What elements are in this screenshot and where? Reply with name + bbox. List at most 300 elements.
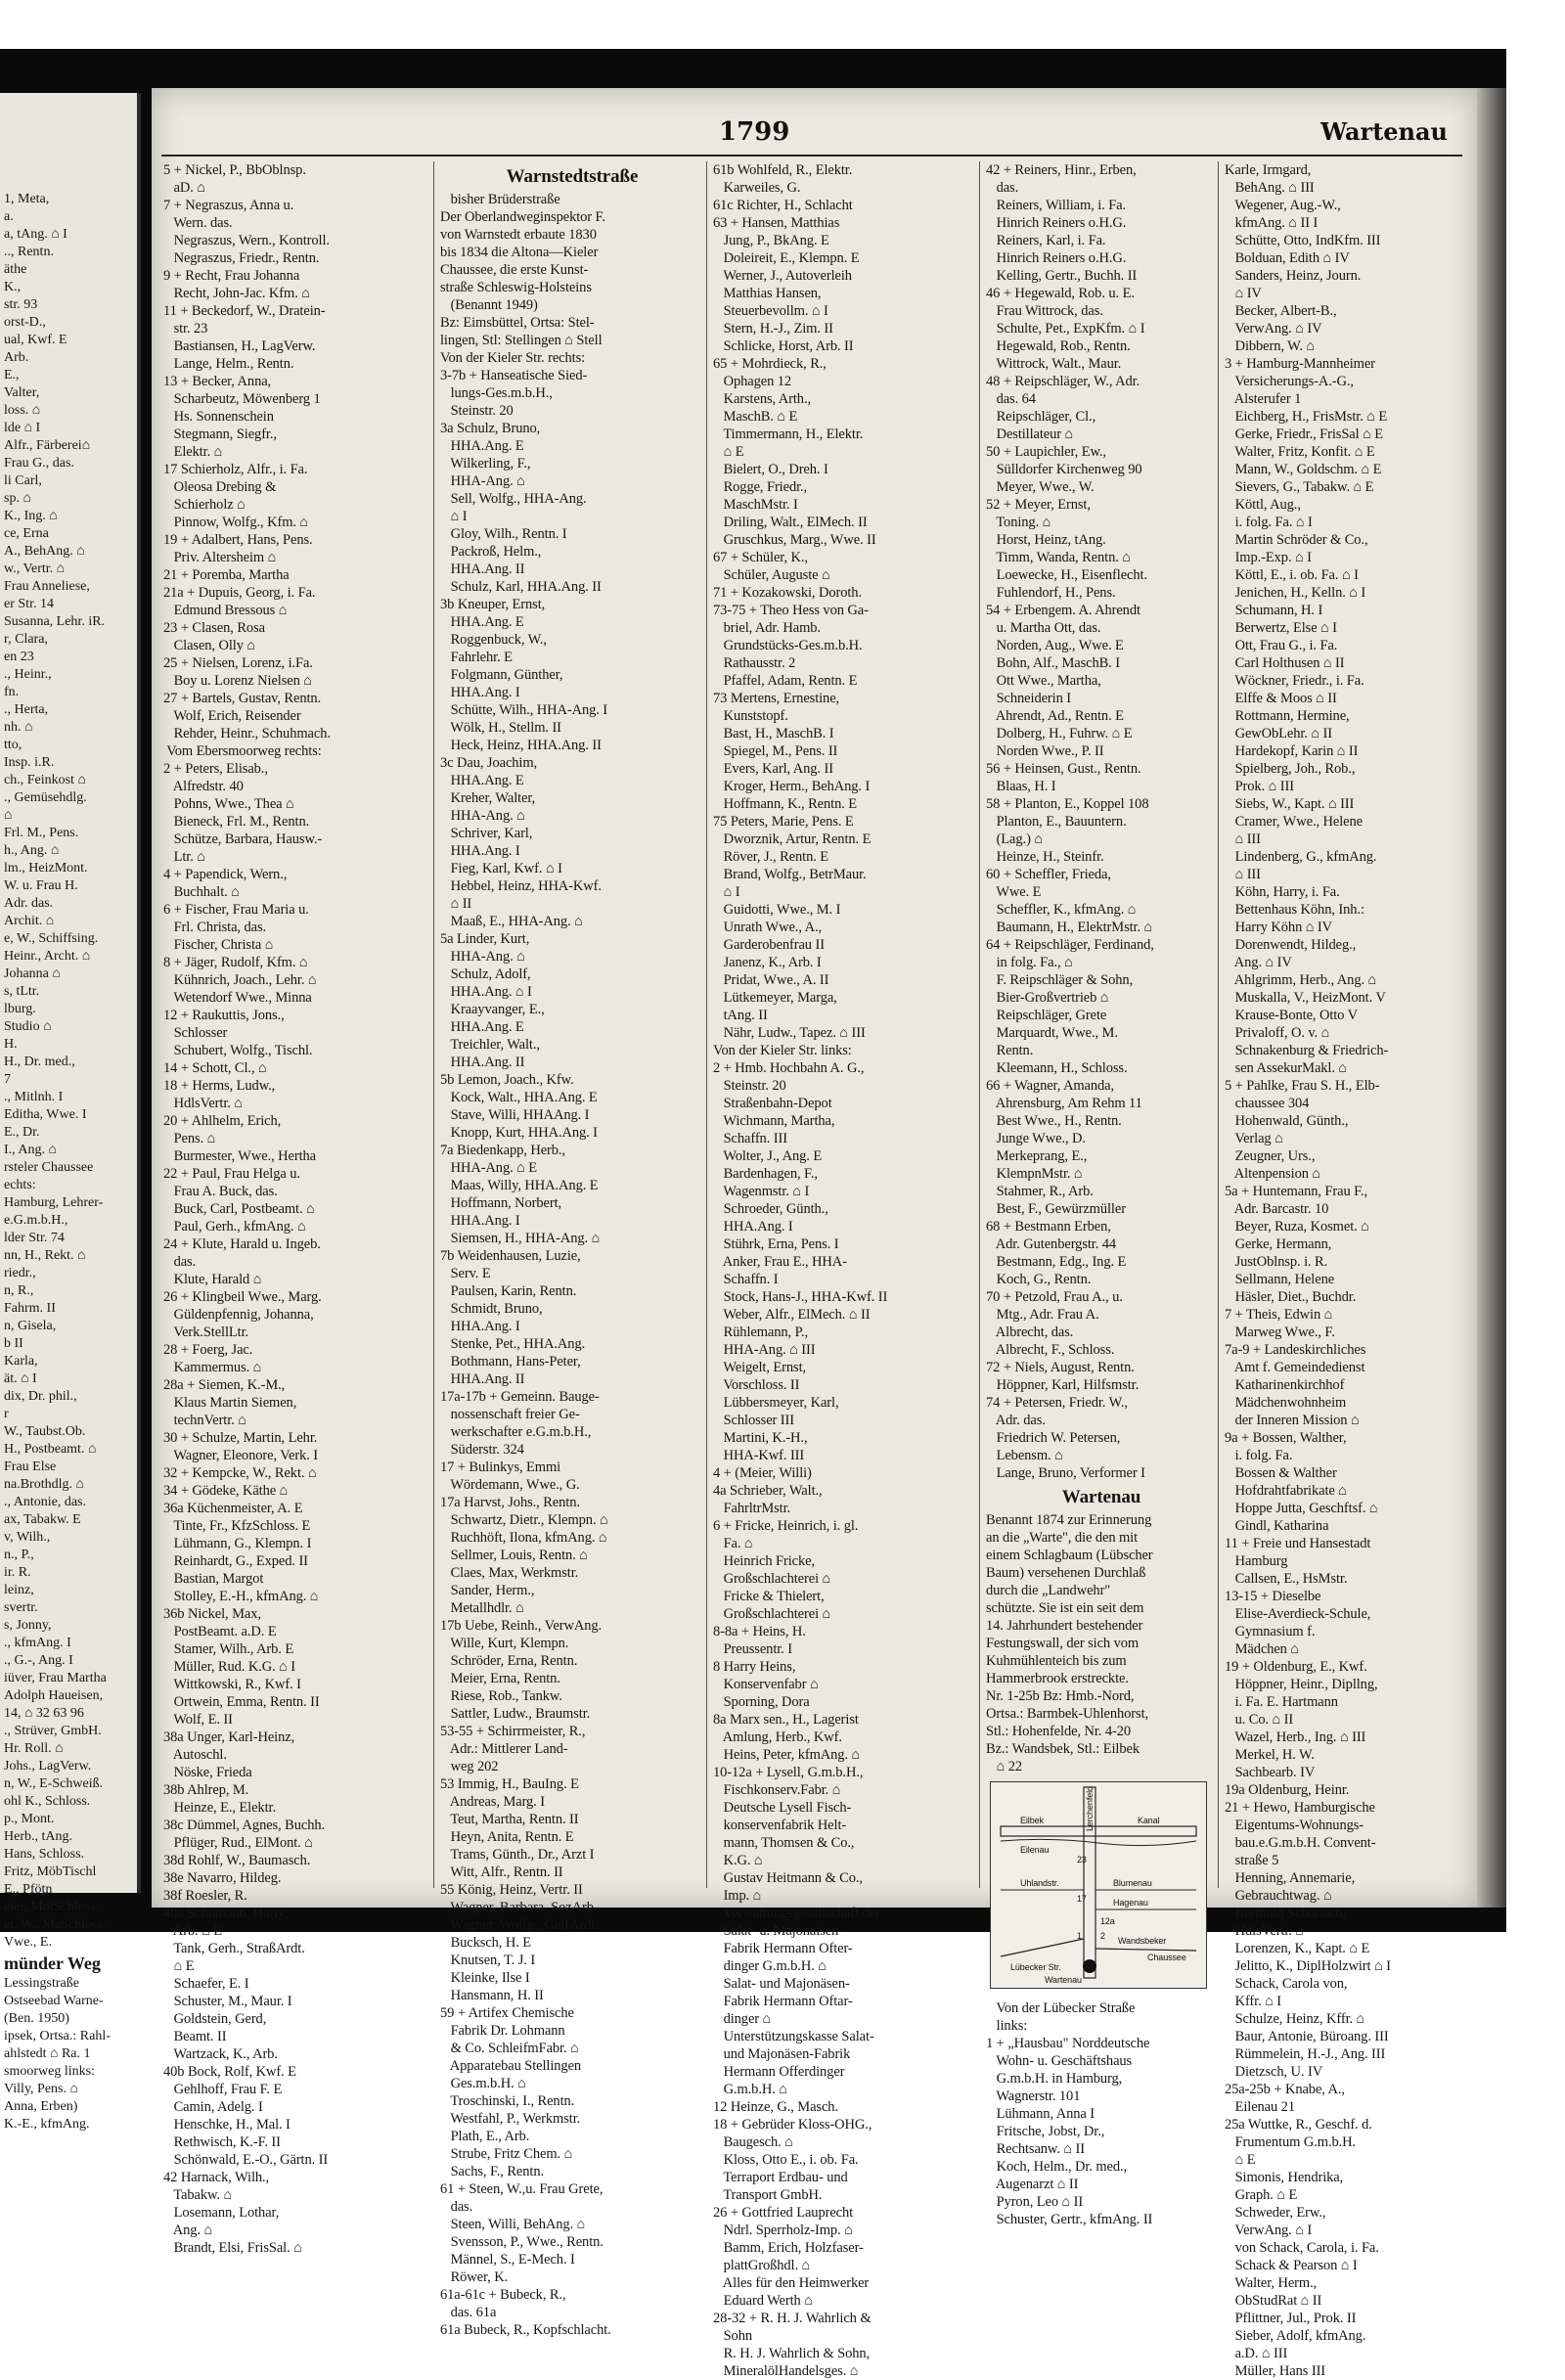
directory-entry-line: Lühmann, Anna I [986,2106,1095,2122]
directory-entry-line: Ortsa.: Barmbek-Uhlenhorst, [986,1706,1149,1722]
directory-entry-line: 52 + Meyer, Ernst, [986,497,1091,513]
map-label-lubecker: Lübecker Str. [1010,1962,1061,1972]
left-page-line: Hans, Schloss. [4,1847,85,1862]
directory-entry-line: Transport GmbH. [713,2187,823,2203]
map-label-eilbek: Eilbek [1020,1816,1044,1825]
directory-entry-line: Schulze, Heinz, Kffr. ⌂ [1225,2011,1365,2027]
directory-entry-line: das. [163,1254,197,1270]
directory-entry-line: Folgmann, Günther, [440,667,563,683]
directory-entry-line: Sachs, F., Rentn. [440,2164,544,2179]
directory-entry-line: Destillateur ⌂ [986,427,1074,442]
left-page-line: Karla, [4,1354,38,1369]
directory-entry-line: 14 + Schott, Cl., ⌂ [163,1060,267,1076]
directory-entry-line: Riese, Rob., Tankw. [440,1688,562,1704]
directory-entry-line: Reinhardt, G., Exped. II [163,1553,308,1569]
directory-entry-line: Schubert, Wolfg., Tischl. [163,1043,313,1058]
directory-entry-line: Heinze, H., Steinfr. [986,849,1104,865]
directory-entry-line: 6 + Fricke, Heinrich, i. gl. [713,1518,859,1534]
directory-entry-line: Kloss, Otto E., i. ob. Fa. [713,2152,859,2168]
directory-entry-line: Ophagen 12 [713,374,792,389]
left-page-line: Frau Anneliese, [4,579,90,594]
directory-entry-line: Boy u. Lorenz Nielsen ⌂ [163,673,312,689]
left-page-line: str. 93 [4,297,38,312]
left-page-line: ipsek, Ortsa.: Rahl- [4,2029,111,2043]
directory-entry-line: Reiners, William, i. Fa. [986,198,1127,213]
directory-entry-line: Paulsen, Karin, Rentn. [440,1283,577,1299]
directory-entry-line: Lindenberg, G., kfmAng. [1225,849,1377,865]
left-page-line: W., Taubst.Ob. [4,1424,86,1439]
directory-entry-line: Heyn, Anita, Rentn. E [440,1829,574,1845]
directory-entry-line: Wagner, Eleonore, Verk. I [163,1448,318,1463]
directory-entry-line: 17 + Bulinkys, Emmi [440,1459,561,1475]
left-page-line: ät. ⌂ I [4,1371,37,1386]
directory-entry-line: Köhn, Harry, i. Fa. [1225,884,1340,900]
directory-entry-line: ⌂ E [1225,2152,1256,2168]
directory-entry-line: 21 + Hewo, Hamburgische [1225,1800,1375,1816]
left-page-line: Alfr., Färberei⌂ [4,438,91,453]
directory-entry-line: Schlosser III [713,1413,794,1428]
directory-entry-line: Elise-Averdieck-Schule, [1225,1606,1371,1622]
directory-entry-line: Ott Wwe., Martha, [986,673,1101,689]
directory-entry-line: Clasen, Olly ⌂ [163,638,255,653]
directory-entry-line: 40a Schümann, Harry, [163,1906,289,1921]
directory-entry-line: Pens. ⌂ [163,1131,216,1146]
directory-entry-line: FahrltrMstr. [713,1501,791,1516]
header-rule [161,155,1462,157]
directory-entry-line: Matthias Hansen, [713,286,822,301]
directory-entry-line: HHA-Ang. ⌂ [440,949,525,965]
map-label-chaussee: Chaussee [1147,1953,1186,1962]
directory-entry-line: Jelitto, K., DiplHolzwirt ⌂ I [1225,1958,1391,1974]
directory-entry-line: Albrecht, F., Schloss. [986,1342,1115,1358]
directory-entry-line: Siebs, W., Kapt. ⌂ III [1225,796,1355,812]
directory-entry-line: 28-32 + R. H. J. Wahrlich & [713,2311,872,2326]
directory-entry-line: briel, Adr. Hamb. [713,620,821,636]
directory-entry-line: ObStudRat ⌂ II [1225,2293,1322,2309]
directory-entry-line: 21 + Poremba, Martha [163,567,290,583]
directory-entry-line: HHA.Ang. II [440,561,525,577]
directory-entry-line: Pinnow, Wolfg., Kfm. ⌂ [163,515,309,530]
directory-entry-line: Dietzsch, U. IV [1225,2064,1323,2080]
left-page-line: Frau Else [4,1459,57,1474]
directory-entry-line: Oleosa Drebing & [163,479,277,495]
directory-entry-line: Callsen, E., HsMstr. [1225,1571,1348,1587]
directory-entry-line: 65 + Mohrdieck, R., [713,356,827,372]
directory-entry-line: HHA.Ang. E [440,773,524,788]
directory-entry-line: Dibbern, W. ⌂ [1225,338,1316,354]
left-page-line: Hamburg, Lehrer- [4,1195,104,1210]
directory-entry-line: ⌂ III [1225,867,1261,882]
directory-entry-line: Metallhdlr. ⌂ [440,1600,524,1616]
directory-entry-line: 25a Wuttke, R., Geschf. d. [1225,2117,1372,2133]
directory-entry-line: 7b Weidenhausen, Luzie, [440,1248,581,1264]
left-page-line: W. u. Frau H. [4,878,78,893]
directory-entry-line: 40b Bock, Rolf, Kwf. E [163,2064,296,2080]
directory-entry-line: Driling, Walt., ElMech. II [713,515,868,530]
directory-entry-line: Sievers, G., Tabakw. ⌂ E [1225,479,1374,495]
directory-entry-line: 38b Ahlrep, M. [163,1782,249,1798]
left-page-line: Herb., tAng. [4,1829,72,1844]
directory-entry-line: 7 + Theis, Edwin ⌂ [1225,1307,1333,1323]
map-canal-road [1001,1826,1196,1836]
directory-entry-line: 54 + Erbengem. A. Ahrendt [986,603,1140,618]
directory-entry-line: Kleinke, Ilse I [440,1970,530,1986]
directory-entry-line: 18 + Gebrüder Kloss-OHG., [713,2117,872,2133]
directory-entry-line: Jenichen, H., Kelln. ⌂ I [1225,585,1366,601]
directory-entry-line: chaussee 304 [1225,1096,1310,1111]
directory-entry-line: Schumann, H. I [1225,603,1323,618]
left-page-line: Vwe., E. [4,1935,52,1950]
directory-entry-line: 5a Linder, Kurt, [440,931,530,947]
directory-entry-line: Martin Schröder & Co., [1225,532,1368,548]
directory-entry-line: 61b Wohlfeld, R., Elektr. [713,162,853,178]
directory-entry-line: Wölk, H., Stellm. II [440,720,561,736]
left-page-line: Anna, Erben) [4,2099,78,2114]
directory-entry-line: Fischer, Christa ⌂ [163,937,274,953]
directory-entry-line: weg 202 [440,1759,499,1774]
left-page-line: E., Pfötn [4,1882,53,1897]
directory-entry-line: Röver, J., Rentn. E [713,849,829,865]
directory-entry-line: Männel, S., E-Mech. I [440,2252,575,2268]
directory-entry-line: lingen, Stl: Stellingen ⌂ Stell [440,333,603,348]
directory-entry-line: Ahrensburg, Am Rehm 11 [986,1096,1142,1111]
directory-entry-line: Beyer, Ruza, Kosmet. ⌂ [1225,1219,1369,1235]
directory-entry-line: 61a Bubeck, R., Kopfschlacht. [440,2322,611,2338]
directory-entry-line: Stamer, Wilh., Arb. E [163,1641,294,1657]
directory-entry-line: ⌂ III [1225,831,1261,847]
column-3 [706,161,977,2379]
left-page-line: riedr., [4,1266,36,1280]
directory-entry-line: Best, F., Gewürzmüller [986,1201,1126,1217]
directory-entry-line: & Co. SchleifmFabr. ⌂ [440,2041,579,2056]
directory-entry-line: 73 Mertens, Ernestine, [713,691,840,706]
directory-entry-line: an die „Warte", die den mit [986,1530,1139,1546]
directory-entry-line: Vorschloss. II [713,1377,800,1393]
directory-entry-line: Svensson, P., Wwe., Rentn. [440,2234,604,2250]
directory-entry-line: straße 5 [1225,1853,1279,1868]
directory-entry-line: Röwer, K. [440,2269,509,2285]
left-page-line: v, Wilh., [4,1530,51,1545]
directory-entry-line: VerwAng. ⌂ IV [1225,321,1322,337]
directory-entry-line: Wagenmstr. ⌂ I [713,1184,810,1199]
directory-entry-line: 66 + Wagner, Amanda, [986,1078,1115,1094]
left-page-line: Johanna ⌂ [4,966,61,981]
left-page-line: 7 [4,1072,11,1087]
directory-entry-line: 19 + Oldenburg, E., Kwf. [1225,1659,1367,1675]
left-page-line: n, Gisela, [4,1319,57,1333]
directory-entry-line: Wartzack, K., Arb. [163,2046,278,2062]
directory-entry-line: 8 Harry Heins, [713,1659,796,1675]
directory-entry-line: Merkel, H. W. [1225,1747,1315,1763]
directory-entry-line: Schulz, Adolf, [440,966,531,982]
directory-entry-line: Alles für den Heimwerker [713,2275,870,2291]
directory-entry-line: 53 Immig, H., BauIng. E [440,1776,579,1792]
directory-entry-line: Katharinenkirchhof [1225,1377,1345,1393]
left-page-line: a, tAng. ⌂ I [4,227,67,242]
street-heading: Wartenau [1061,1487,1141,1507]
directory-entry-line: Steinstr. 20 [440,403,514,419]
directory-entry-line: Negraszus, Friedr., Rentn. [163,250,320,266]
directory-entry-line: 21a + Dupuis, Georg, i. Fa. [163,585,316,601]
directory-entry-line: Timm, Wanda, Rentn. ⌂ [986,550,1131,565]
directory-entry-line: Unterstützungskasse Salat- [713,2029,874,2044]
directory-entry-line: Salat- und Majonäsen- [713,1976,850,1992]
directory-entry-line: Baum) versehenen Durchlaß [986,1565,1146,1581]
left-page-line: iüver, Frau Martha [4,1671,107,1685]
directory-entry-line: Bast, H., MaschB. I [713,726,834,741]
directory-entry-line: Lütkemeyer, Marga, [713,990,837,1006]
directory-entry-line: Nähr, Ludw., Tapez. ⌂ III [713,1025,866,1041]
directory-entry-line: Hardekopf, Karin ⌂ II [1225,743,1359,759]
directory-entry-line: Elffe & Moos ⌂ II [1225,691,1337,706]
directory-entry-line: Hinrich Reiners o.H.G. [986,215,1127,231]
directory-entry-line: Sellmer, Louis, Rentn. ⌂ [440,1548,588,1563]
directory-entry-line: Apparatebau Stellingen [440,2058,582,2074]
directory-entry-line: HdlsVertr. ⌂ [163,1096,243,1111]
directory-entry-line: das. 64 [986,391,1036,407]
left-page-line: Johs., LagVerw. [4,1759,92,1774]
directory-entry-line: Adr. Barcastr. 10 [1225,1201,1329,1217]
left-page-line: n, R., [4,1283,34,1298]
directory-entry-line: 73-75 + Theo Hess von Ga- [713,603,869,618]
directory-entry-line: 20 + Ahlhelm, Erich, [163,1113,282,1129]
directory-entry-line: Wern. das. [163,215,233,231]
directory-entry-line: Stern, H.-J., Zim. II [713,321,833,337]
left-page-line: lder Str. 74 [4,1231,65,1245]
left-page-line: a. [4,209,14,224]
directory-entry-line: Krause-Bonte, Otto V [1225,1008,1358,1023]
directory-entry-line: Konservenfabr ⌂ [713,1677,819,1692]
directory-entry-line: Hinrich Reiners o.H.G. [986,250,1127,266]
directory-entry-line: 4 + Papendick, Wern., [163,867,288,882]
directory-entry-line: Hermann Offerdinger [713,2064,845,2080]
directory-entry-line: Henschke, H., Mal. I [163,2117,291,2133]
directory-entry-line: Ltr. ⌂ [163,849,205,865]
directory-entry-line: Wittkowski, R., Kwf. I [163,1677,301,1692]
directory-entry-line: Schierholz ⌂ [163,497,246,513]
directory-entry-line: Wolf, Erich, Reisender [163,708,301,724]
left-page-line: Villy, Pens. ⌂ [4,2082,78,2096]
directory-entry-line: Gloy, Wilh., Rentn. I [440,526,567,542]
directory-entry-line: ⌂ I [440,509,468,524]
directory-entry-line: Kroger, Herm., BehAng. I [713,779,871,794]
directory-entry-line: Schack, Carola von, [1225,1976,1348,1992]
directory-entry-line: Jung, P., BkAng. E [713,233,829,248]
directory-entry-line: Blaas, H. I [986,779,1056,794]
directory-entry-line: Planton, E., Bauuntern. [986,814,1127,830]
directory-entry-line: 17b Uebe, Reinh., VerwAng. [440,1618,603,1634]
directory-entry-line: Elektr. ⌂ [163,444,223,460]
directory-entry-line: Wetendorf Wwe., Minna [163,990,312,1006]
directory-entry-line: Berthold Schorisch, [1225,1906,1346,1921]
directory-entry-line: Hebbel, Heinz, HHA-Kwf. [440,878,602,894]
directory-entry-line: Friedrich W. Petersen, [986,1430,1121,1446]
directory-entry-line: Bestmann, Edg., Ing. E [986,1254,1127,1270]
directory-entry-line: technVertr. ⌂ [163,1413,246,1428]
directory-entry-line: Wittrock, Walt., Maur. [986,356,1122,372]
map-label-lerchenfeld: Lerchenfeld [1085,1786,1095,1831]
directory-entry-line: Heck, Heinz, HHA.Ang. II [440,738,602,753]
directory-entry-line: Schulte, Pet., ExpKfm. ⌂ I [986,321,1145,337]
directory-entry-line: 53-55 + Schirrmeister, R., [440,1724,586,1739]
directory-entry-line: 68 + Bestmann Erben, [986,1219,1111,1235]
directory-entry-line: Kreher, Walter, [440,790,536,806]
left-page-line: smoorweg links: [4,2064,95,2079]
directory-entry-line: Lange, Bruno, Verformer I [986,1465,1145,1481]
left-page-line: h., Ang. ⌂ [4,843,60,858]
directory-entry-line: Schaffn. I [713,1272,779,1287]
left-page-line: ual, Kwf. E [4,333,67,347]
directory-entry-line: Andreas, Marg. I [440,1794,545,1810]
directory-entry-line: 11 + Beckedorf, W., Dratein- [163,303,326,319]
directory-entry-line: Sachbearb. IV [1225,1765,1316,1780]
directory-entry-line: HHA-Ang. ⌂ III [713,1342,816,1358]
directory-entry-line: Fritsche, Jobst, Dr., [986,2124,1105,2139]
directory-entry-line: 11 + Freie und Hansestadt [1225,1536,1371,1551]
directory-entry-line: BehAng. ⌂ III [1225,180,1315,196]
directory-entry-line: Fahrlehr. E [440,650,513,665]
directory-entry-line: 28a + Siemen, K.-M., [163,1377,286,1393]
directory-entry-line: Sporning, Dora [713,1694,810,1710]
left-page-line: Arb. [4,350,29,365]
directory-entry-line: Schaffn. III [713,1131,787,1146]
directory-entry-line: 38e Navarro, Hildeg. [163,1870,282,1886]
directory-entry-line: 4a Schrieber, Walt., [713,1483,823,1499]
directory-entry-line: Bastian, Margot [163,1571,264,1587]
directory-entry-line: Rogge, Friedr., [713,479,808,495]
directory-entry-line: Simonis, Hendrika, [1225,2170,1344,2185]
map-label-eilenau: Eilenau [1020,1845,1050,1855]
directory-entry-line: Sander, Herm., [440,1583,535,1598]
left-page-line: Fritz, MöbTischl [4,1864,97,1879]
directory-entry-line: 7 + Negraszus, Anna u. [163,198,294,213]
directory-entry-line: Marweg Wwe., F. [1225,1325,1335,1340]
directory-entry-line: einem Schlagbaum (Lübscher [986,1548,1153,1563]
left-page-line: Fahrm. II [4,1301,56,1316]
directory-entry-line: Augenarzt ⌂ II [986,2177,1079,2192]
directory-entry-line: 17a-17b + Gemeinn. Bauge- [440,1389,600,1405]
left-page-line: orst-D., [4,315,46,330]
directory-entry-line: Lorenzen, K., Kapt. ⌂ E [1225,1941,1370,1956]
directory-entry-line: Albrecht, das. [986,1325,1074,1340]
directory-entry-line: Schneiderin I [986,691,1071,706]
directory-entry-line: Schulz, Karl, HHA.Ang. II [440,579,602,595]
left-page-line: ., Antonie, das. [4,1495,86,1509]
directory-entry-line: 32 + Kempcke, W., Rekt. ⌂ [163,1465,317,1481]
directory-entry-line: 3-7b + Hanseatische Sied- [440,368,588,383]
directory-entry-line: HHA-Ang. ⌂ E [440,1160,538,1176]
directory-entry-line: G.m.b.H. ⌂ [713,2082,787,2097]
directory-entry-line: 26 + Klingbeil Wwe., Marg. [163,1289,322,1305]
directory-entry-line: 2 + Hmb. Hochbahn A. G., [713,1060,865,1076]
directory-entry-line: 3b Kneuper, Ernst, [440,597,546,612]
directory-entry-line: Claes, Max, Werkmstr. [440,1565,579,1581]
directory-entry-line: Eigentums-Wohnungs- [1225,1818,1364,1833]
directory-entry-line: 58 + Planton, E., Koppel 108 [986,796,1149,812]
directory-entry-line: Güldenpfennig, Johanna, [163,1307,314,1323]
directory-entry-line: Bohn, Alf., MaschB. I [986,655,1120,671]
directory-entry-line: Wördemann, Wwe., G. [440,1477,580,1493]
directory-entry-line: Rethwisch, K.-F. II [163,2134,281,2150]
map-label-n4: 2 [1100,1931,1105,1941]
left-page-line: Adolph Haueisen, [4,1688,104,1703]
directory-entry-line: Rühlemann, P., [713,1325,808,1340]
directory-entry-line: 17 Schierholz, Alfr., i. Fa. [163,462,308,477]
directory-entry-line: Burmester, Wwe., Hertha [163,1148,317,1164]
directory-entry-line: Stegmann, Siegfr., [163,427,277,442]
directory-entry-line: Hoffmann, K., Rentn. E [713,796,858,812]
directory-entry-line: Kleemann, H., Schloss. [986,1060,1128,1076]
directory-entry-line: Maaß, E., HHA-Ang. ⌂ [440,914,583,929]
directory-entry-line: Schröder, Erna, Rentn. [440,1653,578,1669]
column-1 [163,161,427,2256]
directory-entry-line: Mädchenwohnheim [1225,1395,1347,1411]
directory-entry-line: Berwertz, Else ⌂ I [1225,620,1337,636]
directory-entry-line: Höppner, Heinr., Dipllng, [1225,1677,1378,1692]
directory-entry-line: Kock, Walt., HHA.Ang. E [440,1090,598,1105]
directory-entry-line: Sellmann, Helene [1225,1272,1335,1287]
directory-entry-line: Carl Holthusen ⌂ II [1225,655,1345,671]
left-page-line: Heinr., Archt. ⌂ [4,949,91,964]
directory-entry-line: Rentn. [986,1043,1034,1058]
left-page-line: K., [4,280,22,294]
directory-entry-line: 63 + Hansen, Matthias [713,215,840,231]
directory-entry-line: Schütte, Wilh., HHA-Ang. I [440,702,608,718]
directory-entry-line: Bucksch, H. E [440,1935,532,1951]
directory-entry-line: HHA.Ang. E [440,1019,524,1035]
left-page-line: p., Mont. [4,1812,55,1826]
directory-entry-line: in folg. Fa., ⌂ [986,955,1073,970]
directory-entry-line: von Schack, Carola, i. Fa. [1225,2240,1379,2256]
directory-entry-line: Schroeder, Günth., [713,1201,828,1217]
directory-entry-line: Wille, Kurt, Klempn. [440,1636,569,1651]
directory-entry-line: Werner, J., Autoverleih [713,268,852,284]
left-page-line: lburg. [4,1002,36,1016]
directory-entry-line: straße Schleswig-Holsteins [440,280,592,295]
directory-entry-line: Koch, G., Rentn. [986,1272,1092,1287]
directory-entry-line: Toning. ⌂ [986,515,1051,530]
directory-entry-line: Losemann, Lothar, [163,2205,280,2221]
directory-entry-line: i. folg. Fa. [1225,1448,1293,1463]
directory-entry-line: Ang. ⌂ IV [1225,955,1292,970]
directory-entry-line: Beamt. II [163,2029,227,2044]
directory-entry-line: Tabakw. ⌂ [163,2187,233,2203]
directory-entry-line: Fischkonserv.Fabr. ⌂ [713,1782,841,1798]
directory-entry-line: Kühnrich, Joach., Lehr. ⌂ [163,972,317,988]
directory-entry-line: 36b Nickel, Max, [163,1606,261,1622]
directory-entry-line: 4 + (Meier, Willi) [713,1465,812,1481]
directory-entry-line: bau.e.G.m.b.H. Convent- [1225,1835,1376,1851]
left-page-line: e, W., Schiffsing. [4,931,99,946]
directory-entry-line: Junge Wwe., D. [986,1131,1086,1146]
directory-entry-line: Müller, Hans III [1225,2363,1326,2379]
directory-entry-line: Schlicke, Horst, Arb. II [713,338,854,354]
left-page-line: Studio ⌂ [4,1019,52,1034]
left-page-line: s, tLtr. [4,984,40,999]
directory-entry-line: Wohn- u. Geschäftshaus [986,2053,1133,2069]
directory-entry-line: 18 + Herms, Ludw., [163,1078,276,1094]
map-wandsbeker-road [1096,1949,1196,1951]
left-page-line: H., Postbeamt. ⌂ [4,1442,97,1457]
left-page-line: en 23 [4,650,34,664]
left-page-line: Adr. das. [4,896,54,911]
directory-entry-line: Arb. ⌂ E [163,1923,222,1939]
directory-entry-line: Terraport Erdbau- und [713,2170,848,2185]
left-page-line: sp. ⌂ [4,491,31,506]
directory-entry-line: Teut, Martha, Rentn. II [440,1812,579,1827]
directory-entry-line: (Benannt 1949) [440,297,538,313]
directory-entry-line: Negraszus, Wern., Kontroll. [163,233,330,248]
